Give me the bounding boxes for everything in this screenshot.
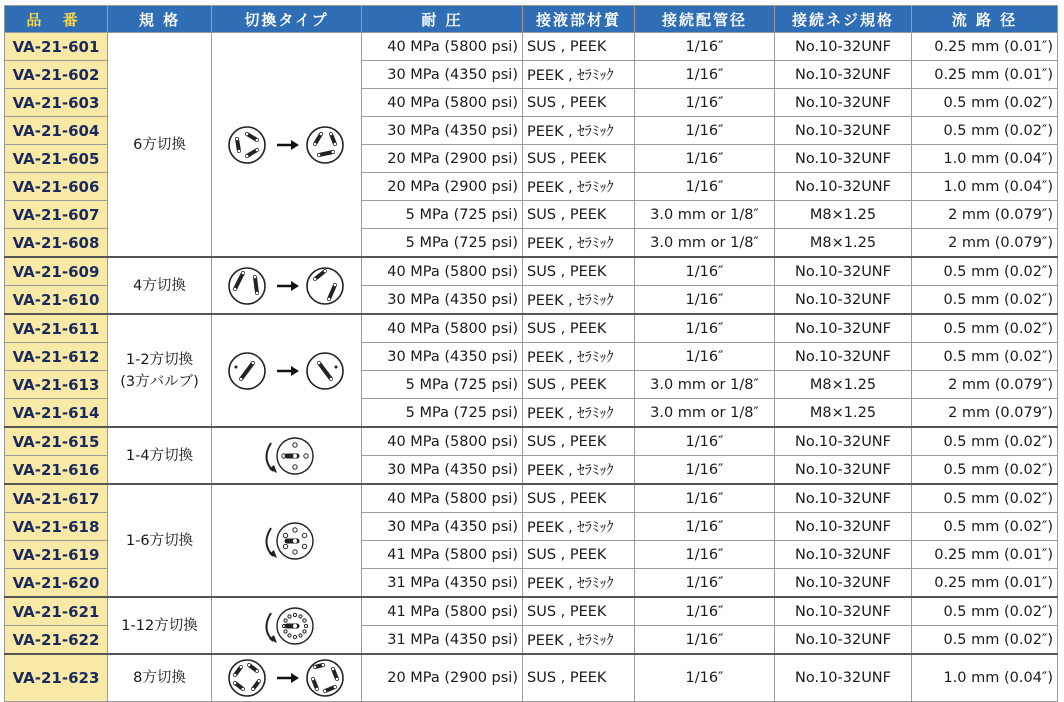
valve-4port-switch-icon xyxy=(212,263,361,309)
header-material: 接液部材質 xyxy=(523,6,635,33)
spec-type-label: 8方切換 xyxy=(133,670,186,686)
header-part-number: 品 番 xyxy=(5,6,108,33)
material-cell: PEEK , ｾﾗﾐｯｸ xyxy=(523,229,635,258)
thread-cell: No.10-32UNF xyxy=(775,654,912,702)
thread-cell: No.10-32UNF xyxy=(775,343,912,371)
bore-cell: 0.5 mm (0.02″) xyxy=(912,626,1058,655)
table-row xyxy=(5,427,1058,456)
valve-spec-table xyxy=(4,5,1058,702)
bore-cell: 0.25 mm (0.01″) xyxy=(912,33,1058,61)
thread-cell: No.10-32UNF xyxy=(775,314,912,343)
bore-cell: 0.5 mm (0.02″) xyxy=(912,484,1058,513)
pressure-cell: 5 MPa (725 psi) xyxy=(362,201,523,229)
switch-type-cell xyxy=(212,654,362,702)
material-cell: SUS , PEEK xyxy=(523,541,635,569)
bore-cell: 0.5 mm (0.02″) xyxy=(912,513,1058,541)
table-row xyxy=(5,484,1058,513)
bore-cell: 0.25 mm (0.01″) xyxy=(912,541,1058,569)
bore-cell: 0.5 mm (0.02″) xyxy=(912,314,1058,343)
tube-size-cell: 1/16″ xyxy=(635,286,775,315)
bore-cell: 0.5 mm (0.02″) xyxy=(912,89,1058,117)
bore-cell: 0.5 mm (0.02″) xyxy=(912,117,1058,145)
part-number-cell: VA-21-622 xyxy=(5,626,108,655)
tube-size-cell: 1/16″ xyxy=(635,626,775,655)
thread-cell: M8×1.25 xyxy=(775,229,912,258)
thread-cell: M8×1.25 xyxy=(775,399,912,428)
part-number-cell: VA-21-602 xyxy=(5,61,108,89)
spec-type-cell xyxy=(108,654,212,702)
material-cell: SUS , PEEK xyxy=(523,33,635,61)
pressure-cell: 20 MPa (2900 psi) xyxy=(362,145,523,173)
tube-size-cell: 1/16″ xyxy=(635,569,775,598)
material-cell: PEEK , ｾﾗﾐｯｸ xyxy=(523,626,635,655)
pressure-cell: 20 MPa (2900 psi) xyxy=(362,173,523,201)
switch-type-cell xyxy=(212,597,362,654)
material-cell: PEEK , ｾﾗﾐｯｸ xyxy=(523,456,635,485)
part-number-cell: VA-21-620 xyxy=(5,569,108,598)
switch-type-cell xyxy=(212,257,362,314)
header-thread: 接続ネジ規格 xyxy=(775,6,912,33)
tube-size-cell: 1/16″ xyxy=(635,33,775,61)
material-cell: SUS , PEEK xyxy=(523,257,635,286)
material-cell: SUS , PEEK xyxy=(523,371,635,399)
bore-cell: 0.5 mm (0.02″) xyxy=(912,456,1058,485)
switch-type-cell xyxy=(212,484,362,597)
switch-type-cell xyxy=(212,314,362,427)
pressure-cell: 30 MPa (4350 psi) xyxy=(362,343,523,371)
thread-cell: No.10-32UNF xyxy=(775,173,912,201)
thread-cell: M8×1.25 xyxy=(775,201,912,229)
thread-cell: No.10-32UNF xyxy=(775,117,912,145)
thread-cell: No.10-32UNF xyxy=(775,456,912,485)
tube-size-cell: 1/16″ xyxy=(635,597,775,626)
bore-cell: 0.5 mm (0.02″) xyxy=(912,286,1058,315)
part-number-cell: VA-21-621 xyxy=(5,597,108,626)
part-number-cell: VA-21-615 xyxy=(5,427,108,456)
tube-size-cell: 1/16″ xyxy=(635,654,775,702)
pressure-cell: 5 MPa (725 psi) xyxy=(362,229,523,258)
spec-type-label: 1-12方切換 xyxy=(121,617,198,634)
spec-type-cell xyxy=(108,33,212,258)
tube-size-cell: 3.0 mm or 1/8″ xyxy=(635,201,775,229)
part-number-cell: VA-21-609 xyxy=(5,257,108,286)
tube-size-cell: 1/16″ xyxy=(635,513,775,541)
pressure-cell: 5 MPa (725 psi) xyxy=(362,399,523,428)
material-cell: SUS , PEEK xyxy=(523,314,635,343)
table-row xyxy=(5,257,1058,286)
part-number-cell: VA-21-618 xyxy=(5,513,108,541)
thread-cell: No.10-32UNF xyxy=(775,541,912,569)
thread-cell: No.10-32UNF xyxy=(775,286,912,315)
spec-type-label: 1-6方切換 xyxy=(125,532,194,549)
pressure-cell: 40 MPa (5800 psi) xyxy=(362,257,523,286)
tube-size-cell: 1/16″ xyxy=(635,456,775,485)
material-cell: SUS , PEEK xyxy=(523,145,635,173)
thread-cell: No.10-32UNF xyxy=(775,145,912,173)
material-cell: PEEK , ｾﾗﾐｯｸ xyxy=(523,569,635,598)
pressure-cell: 40 MPa (5800 psi) xyxy=(362,484,523,513)
tube-size-cell: 1/16″ xyxy=(635,257,775,286)
pressure-cell: 20 MPa (2900 psi) xyxy=(362,654,523,702)
tube-size-cell: 1/16″ xyxy=(635,173,775,201)
tube-size-cell: 1/16″ xyxy=(635,89,775,117)
tube-size-cell: 1/16″ xyxy=(635,541,775,569)
part-number-cell: VA-21-604 xyxy=(5,117,108,145)
bore-cell: 1.0 mm (0.04″) xyxy=(912,145,1058,173)
material-cell: SUS , PEEK xyxy=(523,654,635,702)
tube-size-cell: 1/16″ xyxy=(635,427,775,456)
valve-1-12-selector-icon xyxy=(212,603,361,649)
table-row xyxy=(5,314,1058,343)
material-cell: SUS , PEEK xyxy=(523,484,635,513)
valve-6port-switch-icon xyxy=(212,122,361,168)
header-pressure: 耐 圧 xyxy=(362,6,523,33)
header-bore: 流 路 径 xyxy=(912,6,1058,33)
table-row xyxy=(5,654,1058,702)
header-row xyxy=(5,6,1058,33)
spec-type-label: 1-2方切換 xyxy=(125,351,194,368)
thread-cell: No.10-32UNF xyxy=(775,569,912,598)
pressure-cell: 41 MPa (5800 psi) xyxy=(362,541,523,569)
spec-type-label: 4方切換 xyxy=(133,277,186,294)
thread-cell: No.10-32UNF xyxy=(775,89,912,117)
thread-cell: No.10-32UNF xyxy=(775,513,912,541)
bore-cell: 1.0 mm (0.04″) xyxy=(912,173,1058,201)
tube-size-cell: 1/16″ xyxy=(635,343,775,371)
part-number-cell: VA-21-619 xyxy=(5,541,108,569)
bore-cell: 0.5 mm (0.02″) xyxy=(912,597,1058,626)
bore-cell: 2 mm (0.079″) xyxy=(912,229,1058,258)
part-number-cell: VA-21-601 xyxy=(5,33,108,61)
part-number-cell: VA-21-613 xyxy=(5,371,108,399)
material-cell: SUS , PEEK xyxy=(523,89,635,117)
tube-size-cell: 1/16″ xyxy=(635,61,775,89)
material-cell: SUS , PEEK xyxy=(523,427,635,456)
thread-cell: No.10-32UNF xyxy=(775,484,912,513)
spec-type-cell xyxy=(108,484,212,597)
part-number-cell: VA-21-607 xyxy=(5,201,108,229)
pressure-cell: 30 MPa (4350 psi) xyxy=(362,61,523,89)
material-cell: SUS , PEEK xyxy=(523,597,635,626)
part-number-cell: VA-21-612 xyxy=(5,343,108,371)
part-number-cell: VA-21-608 xyxy=(5,229,108,258)
material-cell: PEEK , ｾﾗﾐｯｸ xyxy=(523,286,635,315)
table-row xyxy=(5,597,1058,626)
tube-size-cell: 1/16″ xyxy=(635,484,775,513)
switch-type-cell xyxy=(212,33,362,258)
bore-cell: 0.5 mm (0.02″) xyxy=(912,427,1058,456)
header-spec: 規 格 xyxy=(108,6,212,33)
material-cell: PEEK , ｾﾗﾐｯｸ xyxy=(523,117,635,145)
pressure-cell: 40 MPa (5800 psi) xyxy=(362,89,523,117)
pressure-cell: 30 MPa (4350 psi) xyxy=(362,513,523,541)
pressure-cell: 30 MPa (4350 psi) xyxy=(362,456,523,485)
part-number-cell: VA-21-614 xyxy=(5,399,108,428)
valve-1-6-selector-icon xyxy=(212,518,361,564)
thread-cell: No.10-32UNF xyxy=(775,427,912,456)
thread-cell: No.10-32UNF xyxy=(775,257,912,286)
tube-size-cell: 3.0 mm or 1/8″ xyxy=(635,371,775,399)
part-number-cell: VA-21-617 xyxy=(5,484,108,513)
bore-cell: 2 mm (0.079″) xyxy=(912,371,1058,399)
material-cell: PEEK , ｾﾗﾐｯｸ xyxy=(523,61,635,89)
tube-size-cell: 1/16″ xyxy=(635,145,775,173)
spec-type-label: 1-4方切換 xyxy=(125,447,194,464)
bore-cell: 2 mm (0.079″) xyxy=(912,399,1058,428)
part-number-cell: VA-21-616 xyxy=(5,456,108,485)
tube-size-cell: 3.0 mm or 1/8″ xyxy=(635,399,775,428)
bore-cell: 2 mm (0.079″) xyxy=(912,201,1058,229)
pressure-cell: 31 MPa (4350 psi) xyxy=(362,569,523,598)
pressure-cell: 40 MPa (5800 psi) xyxy=(362,33,523,61)
bore-cell: 0.25 mm (0.01″) xyxy=(912,61,1058,89)
material-cell: PEEK , ｾﾗﾐｯｸ xyxy=(523,173,635,201)
valve-8port-switch-icon xyxy=(212,655,361,701)
thread-cell: No.10-32UNF xyxy=(775,597,912,626)
bore-cell: 1.0 mm (0.04″) xyxy=(912,654,1058,702)
spec-type-label: 6方切換 xyxy=(133,136,186,153)
spec-type-cell xyxy=(108,257,212,314)
material-cell: PEEK , ｾﾗﾐｯｸ xyxy=(523,399,635,428)
pressure-cell: 30 MPa (4350 psi) xyxy=(362,117,523,145)
part-number-cell: VA-21-603 xyxy=(5,89,108,117)
part-number-cell: VA-21-606 xyxy=(5,173,108,201)
thread-cell: No.10-32UNF xyxy=(775,33,912,61)
bore-cell: 0.5 mm (0.02″) xyxy=(912,257,1058,286)
pressure-cell: 5 MPa (725 psi) xyxy=(362,371,523,399)
thread-cell: No.10-32UNF xyxy=(775,626,912,655)
spec-type-label: (3方バルブ) xyxy=(120,373,199,390)
tube-size-cell: 1/16″ xyxy=(635,314,775,343)
pressure-cell: 31 MPa (4350 psi) xyxy=(362,626,523,655)
pressure-cell: 30 MPa (4350 psi) xyxy=(362,286,523,315)
switch-type-cell xyxy=(212,427,362,484)
tube-size-cell: 1/16″ xyxy=(635,117,775,145)
bore-cell: 0.25 mm (0.01″) xyxy=(912,569,1058,598)
pressure-cell: 40 MPa (5800 psi) xyxy=(362,427,523,456)
spec-type-cell xyxy=(108,314,212,427)
spec-type-cell xyxy=(108,597,212,654)
thread-cell: M8×1.25 xyxy=(775,371,912,399)
part-number-cell: VA-21-605 xyxy=(5,145,108,173)
part-number-cell: VA-21-623 xyxy=(5,654,108,702)
tube-size-cell: 3.0 mm or 1/8″ xyxy=(635,229,775,258)
part-number-cell: VA-21-610 xyxy=(5,286,108,315)
part-number-cell: VA-21-611 xyxy=(5,314,108,343)
table-row xyxy=(5,33,1058,61)
spec-type-cell xyxy=(108,427,212,484)
material-cell: SUS , PEEK xyxy=(523,201,635,229)
header-switch-type: 切換タイプ xyxy=(212,6,362,33)
material-cell: PEEK , ｾﾗﾐｯｸ xyxy=(523,343,635,371)
bore-cell: 0.5 mm (0.02″) xyxy=(912,343,1058,371)
pressure-cell: 41 MPa (5800 psi) xyxy=(362,597,523,626)
header-tube-size: 接続配管径 xyxy=(635,6,775,33)
pressure-cell: 40 MPa (5800 psi) xyxy=(362,314,523,343)
valve-1-4-selector-icon xyxy=(212,433,361,479)
material-cell: PEEK , ｾﾗﾐｯｸ xyxy=(523,513,635,541)
thread-cell: No.10-32UNF xyxy=(775,61,912,89)
valve-3way-switch-icon xyxy=(212,348,361,394)
